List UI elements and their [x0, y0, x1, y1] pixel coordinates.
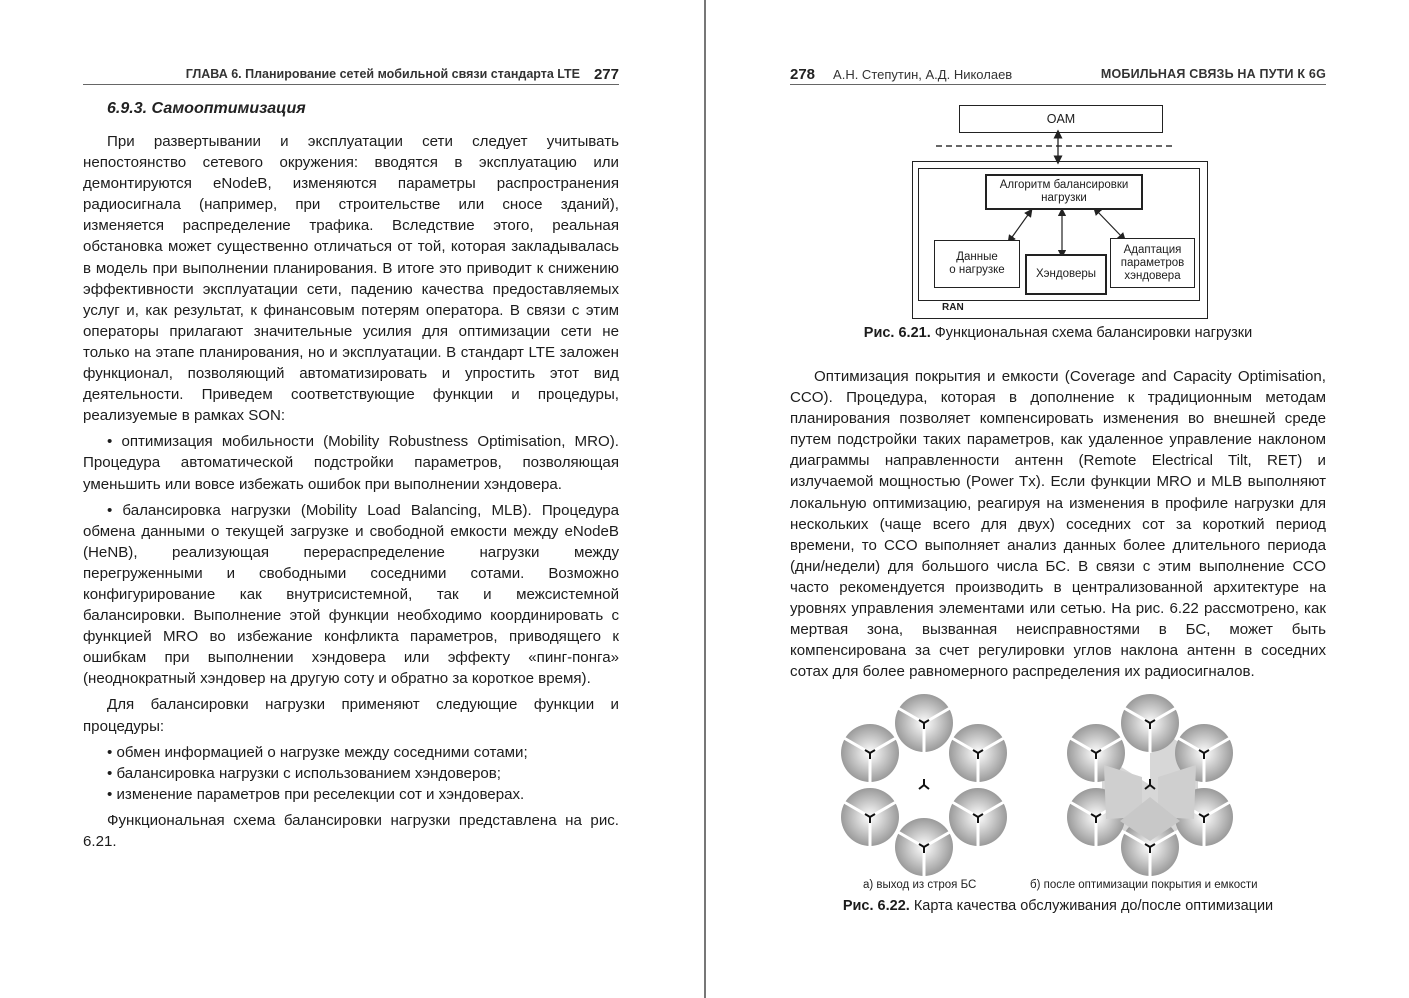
- load-data-label: Данные: [956, 251, 998, 263]
- list-item: • оптимизация мобильности (Mobility Robustness Optimisation, MRO). Процедура автоматической подстройки параметров, позволяющая уменьшить или вовсе избежать ошибок при выполнении хэндовера.: [83, 431, 619, 494]
- book-title: МОБИЛЬНАЯ СВЯЗЬ НА ПУТИ К 6G: [1100, 67, 1326, 81]
- list-item: • балансировка нагрузки (Mobility Load Balancing, MLB). Процедура обмена данными о текущей загрузке и свободной емкости между eNodeB (HeNB), реализующая перераспределение нагрузки между перегруженными и свободными соседними сотами. Возможно конфигурирование как внутрисистемной, так и межсистемной балансировки. Выполнение этой функции необходимо координировать с функцией MRO во избежание конфликта параметров, приводящего к ошибкам при выполнении хэндовера или эффекту «пинг-понга» (неоднократный хэндовер на другую соту и обратно за короткое время).: [83, 500, 619, 690]
- chapter-title: ГЛАВА 6. Планирование сетей мобильной связи стандарта LTE: [185, 67, 580, 81]
- handover-adaptation-box: [1110, 238, 1195, 288]
- cco-paragraph: Оптимизация покрытия и емкости (Coverage and Capacity Optimisation, CCO). Процедура, которая в дополнение к традиционным методам планирования позволяет компенсировать изменения во внешней среде путем подстройки таких параметров, как удаленное управление наклоном диаграммы направленности антенн (Remote Electrical Tilt, RET) и излучаемой мощностью (Power Tx). Если функции MRO и MLB выполняют локальную оптимизацию, реагируя на изменения в профиле нагрузки для нескольких (чаще всего для двух) соседних сот за короткий период времени, то CCO выполняет анализ данных более длительного периода (дни/недели) для большого числа БС. В связи с этим выполнение CCO часто рекомендуется производить в централизованной архитектуре на уровнях управления элементами или сетью. На рис. 6.22 рассмотрено, как мертвая зона, вызванная неисправностями в БС, может быть компенсирована за счет регулировки углов наклона антенн в соседних сотах для более равномерного распределения их радиосигналов.: [790, 368, 1326, 681]
- section-heading: 6.9.3. Самооптимизация: [107, 100, 306, 117]
- caption-number: Рис. 6.22.: [842, 898, 910, 914]
- closing-paragraph: Функциональная схема балансировки нагрузки представлена на рис. 6.21.: [83, 811, 619, 850]
- right-body: [790, 366, 1326, 687]
- ran-label: RAN: [942, 302, 964, 313]
- figure-6-22-coverage-maps: [830, 690, 1290, 880]
- caption-number: Рис. 6.21.: [863, 325, 931, 341]
- subcaption-b: б) после оптимизации покрытия и емкости: [1030, 879, 1258, 891]
- list-item: • изменение параметров при реселекции сот и хэндоверах.: [83, 784, 619, 805]
- adaptation-label: Адаптация: [1123, 243, 1182, 256]
- list-item: • обмен информацией о нагрузке между соседними сотами;: [83, 742, 619, 763]
- list-item: • балансировка нагрузки с использованием хэндоверов;: [83, 763, 619, 784]
- algorithm-label: Алгоритм балансировки: [999, 179, 1129, 191]
- balancing-intro: Для балансировки нагрузки применяют следующие функции и процедуры:: [83, 696, 619, 735]
- handovers-label: Хэндоверы: [1035, 268, 1097, 280]
- son-functions-list: [83, 431, 619, 689]
- subcaption-a: а) выход из строя БС: [863, 879, 977, 891]
- figure-6-21-caption: [790, 325, 1326, 341]
- caption-text: Функциональная схема балансировки нагрузки: [930, 325, 1253, 341]
- authors: А.Н. Степутин, А.Д. Николаев: [833, 66, 1013, 82]
- load-data-label: о нагрузке: [949, 264, 1005, 276]
- caption-text: Карта качества обслуживания до/после оптимизации: [909, 898, 1274, 914]
- intro-paragraph: При развертывании и эксплуатации сети следует учитывать непостоянство сетевого окружения: вводятся в эксплуатацию или демонтируются eNodeB, изменяются параметры распространения радиосигнала (например, при строительстве или сносе зданий), изменяется распределение трафика. Вследствие этого, реальная обстановка может существенно отличаться от той, которая закладывалась в модель при выполнении планирования. В итоге это приводит к снижению эффективности эксплуатации сети, падению качества предоставляемых услуг и, как результат, к финансовым потерям оператора. В связи с этим операторы прилагают значительные усилия для оптимизации сети не только на этапе планирования, но и эксплуатации. В стандарт LTE заложен функционал, позволяющий автоматизировать и упростить этот вид деятельности. Приведем соответствующие функции и процедуры, реализуемые в рамках SON:: [83, 133, 619, 425]
- balancing-list: [83, 742, 619, 805]
- left-page: [83, 0, 619, 998]
- book-spine-divider: [704, 0, 706, 998]
- algorithm-box: [985, 174, 1143, 210]
- coverage-map-after: [1067, 694, 1233, 877]
- adaptation-label: параметров: [1120, 256, 1185, 269]
- handovers-box: [1025, 254, 1107, 295]
- adaptation-label: хэндовера: [1124, 269, 1181, 282]
- figure-6-22-caption: [790, 898, 1326, 914]
- algorithm-label: нагрузки: [1041, 192, 1087, 204]
- coverage-map-before: [841, 694, 1007, 877]
- left-body: [83, 131, 619, 857]
- running-head-left: [83, 64, 619, 85]
- load-data-box: [934, 240, 1020, 288]
- oam-label: OAM: [1046, 111, 1076, 126]
- page-number: 278: [790, 65, 816, 83]
- right-page: [790, 0, 1326, 998]
- page-number: 277: [593, 65, 619, 83]
